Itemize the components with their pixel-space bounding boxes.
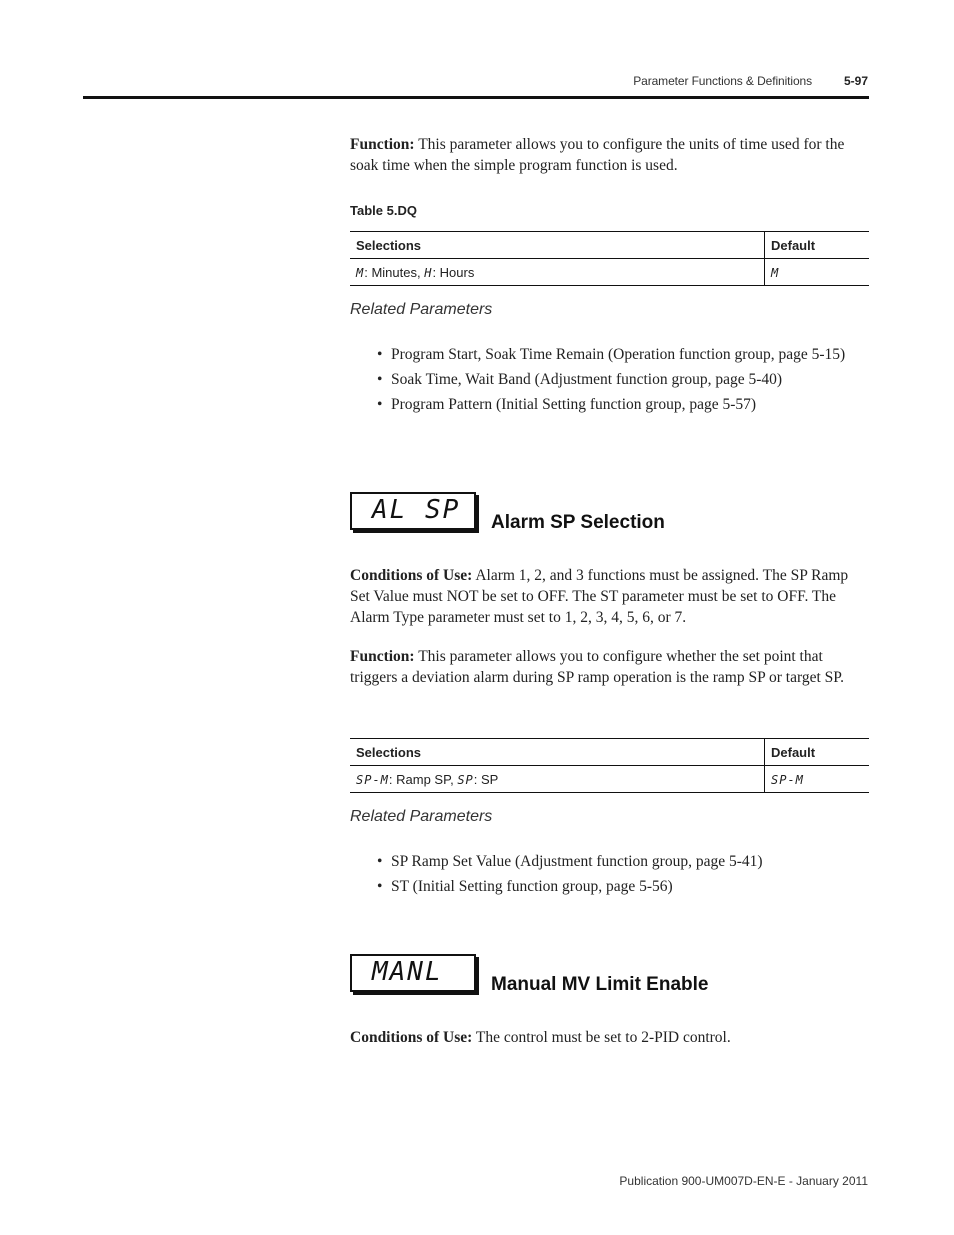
display-code: M	[771, 265, 780, 280]
display-panel-alsp	[350, 492, 476, 530]
function-paragraph	[350, 646, 865, 688]
table-cell-default	[765, 259, 870, 286]
list-item: • Program Pattern (Initial Setting function group, page 5-57)	[377, 396, 757, 413]
list-item: • Soak Time, Wait Band (Adjustment function group, page 5-40)	[377, 371, 783, 388]
conditions-text: Alarm 1, 2, and 3 functions must be assigned. The SP Ramp Set Value must NOT be set to OFF. The ST parameter must be set to OFF. The Alarm Type parameter must set to 1, 2, 3, 4, 5, 6, or 7.	[350, 567, 849, 626]
table-cell-selections	[350, 259, 765, 286]
section-title-alarm-sp-selection: Alarm SP Selection	[491, 512, 665, 533]
section-title-manual-mv-limit-enable: Manual MV Limit Enable	[491, 974, 709, 995]
list-item-text: ST (Initial Setting function group, page 5-56)	[391, 878, 673, 895]
display-code: M	[356, 265, 365, 280]
list-item-text: Program Pattern (Initial Setting function group, page 5-57)	[391, 396, 757, 413]
list-item-text: Program Start, Soak Time Remain (Operation function group, page 5-15)	[391, 346, 846, 363]
selections-table-alsp	[350, 738, 869, 793]
table-header-selections: Selections	[350, 232, 765, 259]
table-cell-selections	[350, 766, 765, 793]
function-text: This parameter allows you to configure the units of time used for the soak time when the simple program function is used.	[350, 136, 845, 174]
display-code: SP-M	[771, 772, 804, 787]
display-code: AL SP	[372, 495, 461, 525]
table-header-selections: Selections	[350, 739, 765, 766]
function-label: Function:	[350, 136, 415, 153]
display-code: H	[424, 265, 433, 280]
display-panel-manl	[350, 954, 476, 992]
selection-text: : SP	[473, 771, 499, 787]
selection-text: : Minutes,	[364, 264, 425, 280]
conditions-label: Conditions of Use:	[350, 1029, 473, 1046]
related-parameters-heading: Related Parameters	[350, 301, 493, 318]
conditions-label: Conditions of Use:	[350, 567, 473, 584]
list-item: • SP Ramp Set Value (Adjustment function group, page 5-41)	[377, 853, 763, 870]
related-parameters-list	[375, 851, 855, 901]
list-item: • ST (Initial Setting function group, page 5-56)	[377, 878, 673, 895]
function-paragraph	[350, 134, 865, 176]
selections-table-units	[350, 231, 869, 286]
conditions-paragraph	[350, 1027, 865, 1048]
publication-footer: Publication 900-UM007D-EN-E - January 2011	[619, 1174, 868, 1188]
table-caption: Table 5.DQ	[350, 203, 417, 218]
related-parameters-heading: Related Parameters	[350, 808, 493, 825]
function-text: This parameter allows you to configure whether the set point that triggers a deviation alarm during SP ramp operation is the ramp SP or target SP.	[350, 648, 845, 686]
conditions-paragraph	[350, 565, 865, 628]
page-number: 5-97	[844, 74, 869, 88]
function-label: Function:	[350, 648, 415, 665]
list-item-text: SP Ramp Set Value (Adjustment function group, page 5-41)	[391, 853, 763, 870]
table-cell-default	[765, 766, 870, 793]
selection-text: : Ramp SP,	[388, 771, 458, 787]
table-header-default: Default	[765, 232, 870, 259]
display-code: SP	[457, 772, 474, 787]
list-item-text: Soak Time, Wait Band (Adjustment function group, page 5-40)	[391, 371, 783, 388]
running-header-title: Parameter Functions & Definitions	[633, 74, 812, 88]
table-row	[350, 259, 869, 286]
selection-text: : Hours	[432, 264, 475, 280]
display-code: MANL	[372, 957, 443, 987]
list-item: • Program Start, Soak Time Remain (Operation function group, page 5-15)	[377, 346, 846, 363]
conditions-text: The control must be set to 2-PID control.	[472, 1029, 731, 1046]
related-parameters-list	[375, 344, 855, 419]
display-code: SP-M	[356, 772, 389, 787]
table-header-default: Default	[765, 739, 870, 766]
header-rule	[83, 96, 869, 99]
table-row	[350, 766, 869, 793]
